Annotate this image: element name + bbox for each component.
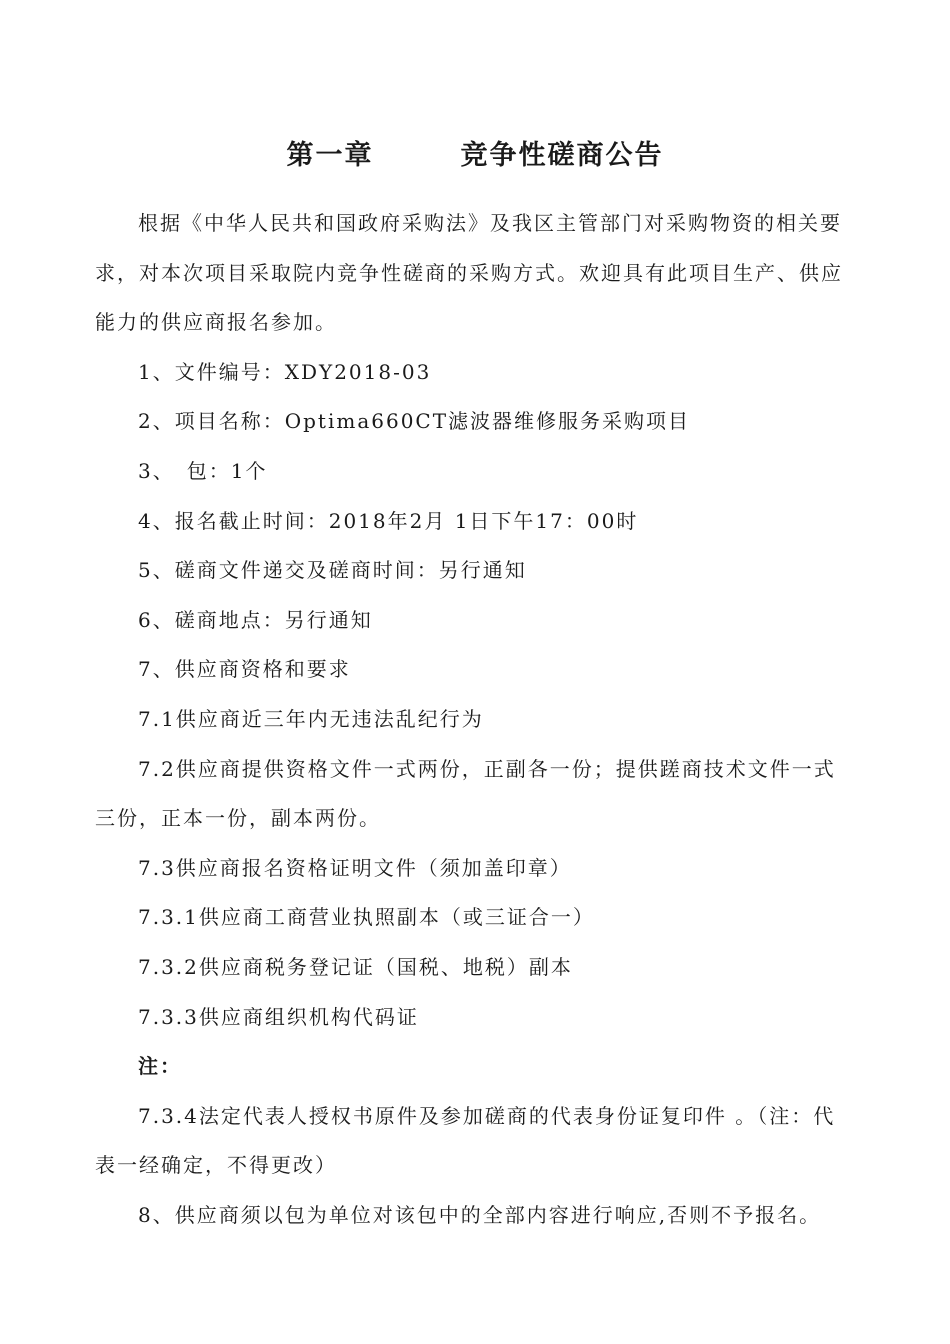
item-location: 6、磋商地点：另行通知: [138, 607, 373, 632]
note-label: 注：: [138, 1054, 182, 1079]
item-7-3-4: 7.3.4法定代表人授权书原件及参加磋商的代表身份证复印件 。（注：代表一经确定，不得更改）: [95, 1103, 836, 1178]
item-submission-time: 5、磋商文件递交及磋商时间：另行通知: [138, 558, 527, 583]
item-supplier-qualifications: 7、供应商资格和要求: [138, 657, 351, 682]
item-8: 8、供应商须以包为单位对该包中的全部内容进行响应,否则不予报名。: [138, 1202, 822, 1227]
item-7-3: 7.3供应商报名资格证明文件（须加盖印章）: [138, 855, 572, 880]
item-7-3-1: 7.3.1供应商工商营业执照副本（或三证合一）: [138, 905, 595, 930]
item-7-1: 7.1供应商近三年内无违法乱纪行为: [138, 706, 484, 731]
intro-paragraph: 根据《中华人民共和国政府采购法》及我区主管部门对采购物资的相关要求，对本次项目采取院内竞争性磋商的采购方式。欢迎具有此项目生产、供应能力的供应商报名参加。: [95, 211, 843, 335]
announcement-body: [95, 199, 855, 1240]
item-project-name: 2、项目名称：Optima660CT滤波器维修服务采购项目: [138, 409, 691, 434]
item-7-3-3: 7.3.3供应商组织机构代码证: [138, 1004, 419, 1029]
chapter-title: 第一章 竞争性磋商公告: [286, 140, 664, 171]
item-7-3-2: 7.3.2供应商税务登记证（国税、地税）副本: [138, 954, 573, 979]
item-document-number: 1、文件编号：XDY2018-03: [138, 359, 432, 384]
item-7-2: 7.2供应商提供资格文件一式两份，正副各一份；提供蹉商技术文件一式三份，正本一份，副本两份。: [95, 756, 836, 831]
item-package: 3、 包：1个: [138, 458, 268, 483]
item-registration-deadline: 4、报名截止时间：2018年2月 1日下午17：00时: [138, 508, 639, 533]
